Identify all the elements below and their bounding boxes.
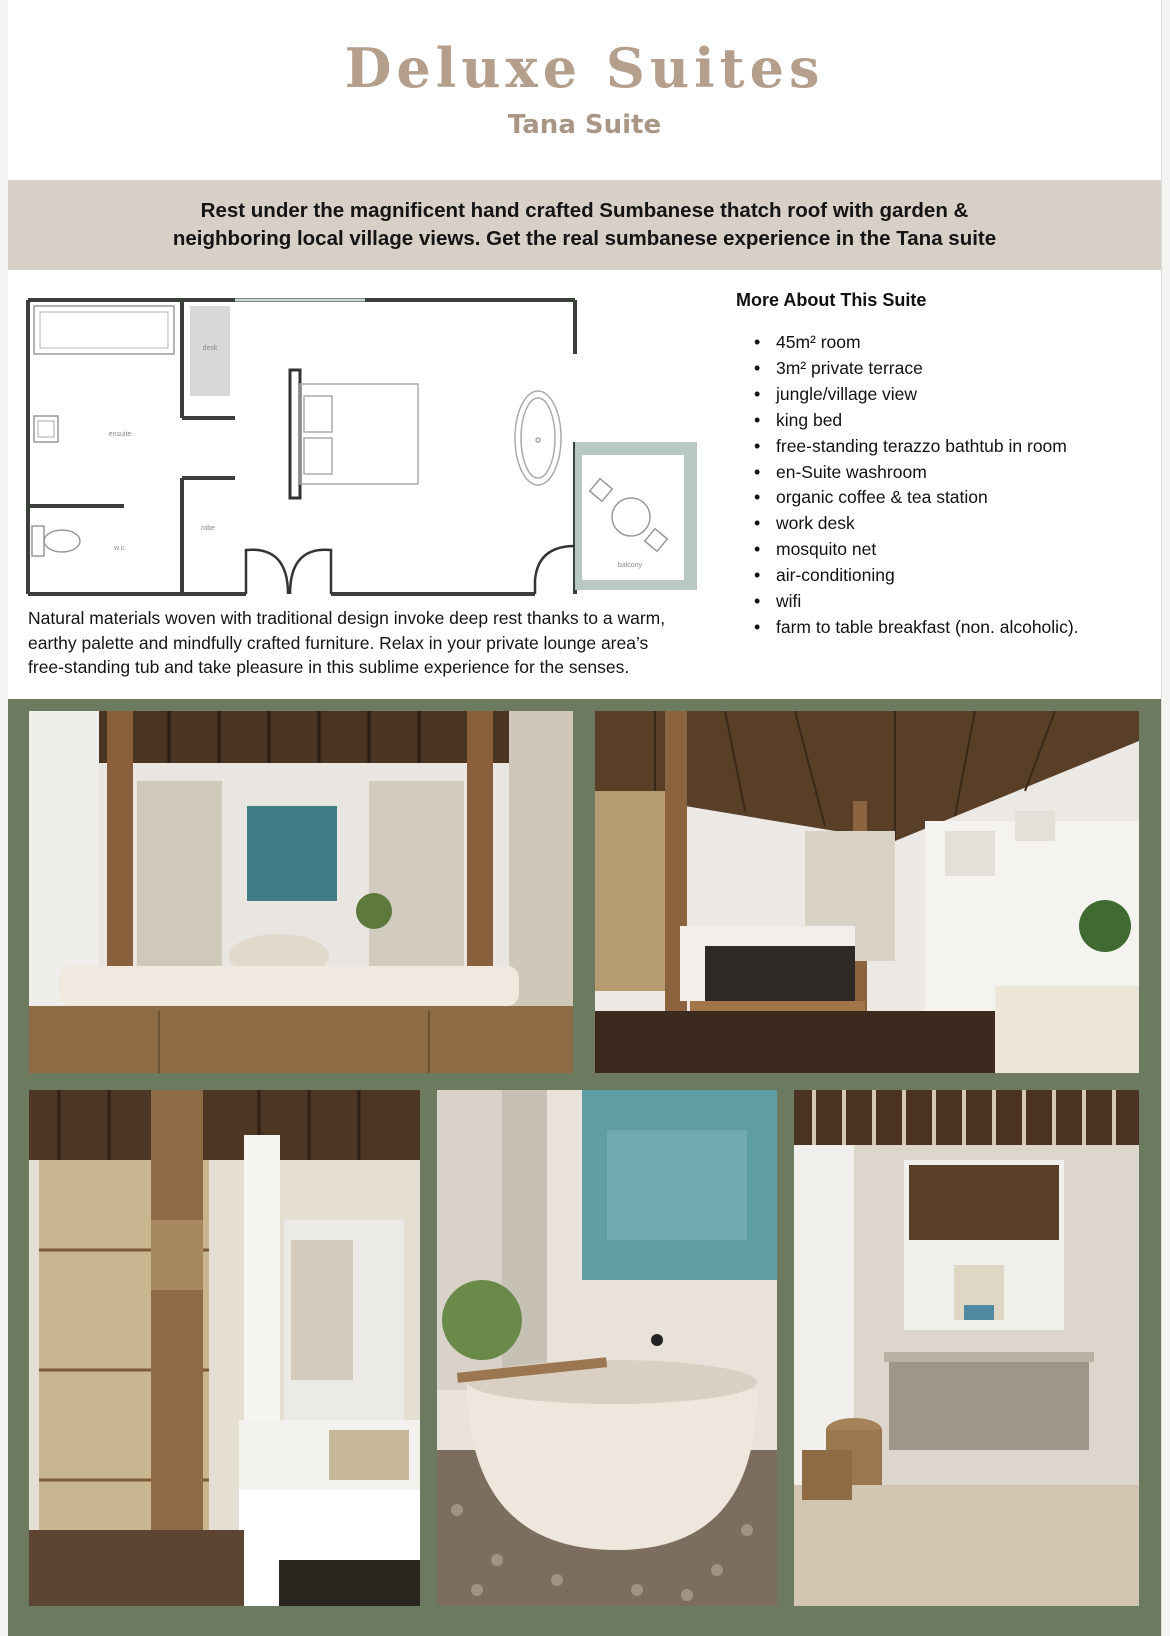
balcony-label: balcony (617, 562, 643, 569)
desk-label: desk (202, 345, 218, 352)
feature-item: • farm to table breakfast (non. alcoholic). (754, 616, 1079, 637)
page-title: Deluxe Suites (344, 36, 825, 100)
ensuite-label: ensuite (108, 431, 132, 438)
floor-plan (20, 292, 728, 602)
robe-label: robe (200, 525, 216, 532)
feature-item: • jungle/village view (754, 383, 918, 404)
photo-vanity-mirror (794, 1090, 1139, 1606)
photo-lounge-bathtub (29, 711, 573, 1073)
balcony-door (535, 546, 575, 594)
feature-item: • air-conditioning (754, 565, 895, 586)
photo-wardrobe-column (29, 1090, 420, 1606)
description-line-2: earthy palette and mindfully crafted furniture. Relax in your private lounge area’s (28, 632, 649, 653)
feature-item: • mosquito net (754, 539, 877, 560)
vanity-counter (34, 306, 174, 354)
wc-label: w.c. (113, 545, 127, 552)
photo-bathtub-closeup (437, 1090, 777, 1606)
photo-gallery (8, 699, 1161, 1636)
feature-list (750, 330, 1079, 641)
feature-item: • 3m² private terrace (754, 357, 923, 378)
feature-item: • organic coffee & tea station (754, 487, 988, 508)
feature-item: • free-standing terazzo bathtub in room (754, 435, 1067, 456)
tagline-band (8, 180, 1161, 270)
balcony (575, 442, 697, 590)
description-line-1: Natural materials woven with traditional design invoke deep rest thanks to a warm, (28, 608, 666, 628)
bathtub-icon (515, 391, 561, 485)
feature-item: • work desk (754, 513, 855, 534)
about-title: More About This Suite (736, 290, 927, 310)
suite-description (28, 606, 728, 680)
tagline (173, 197, 996, 253)
feature-item: • king bed (754, 409, 843, 430)
feature-item: • en-Suite washroom (754, 461, 927, 482)
feature-item: • wifi (754, 591, 802, 612)
photo-bedroom (595, 711, 1139, 1073)
toilet-icon (32, 526, 80, 556)
entry-doors (246, 550, 331, 594)
tagline-line-1: Rest under the magnificent hand crafted Sumbanese thatch roof with garden & (200, 199, 969, 222)
suite-name: Tana Suite (507, 110, 662, 140)
description-line-3: free-standing tub and take pleasure in this sublime experience for the senses. (28, 657, 630, 677)
brochure-page (8, 0, 1162, 1636)
bed-icon (290, 370, 418, 498)
tagline-line-2: neighboring local village views. Get the real sumbanese experience in the Tana suite (172, 227, 997, 250)
feature-item: • 45m² room (754, 332, 861, 352)
